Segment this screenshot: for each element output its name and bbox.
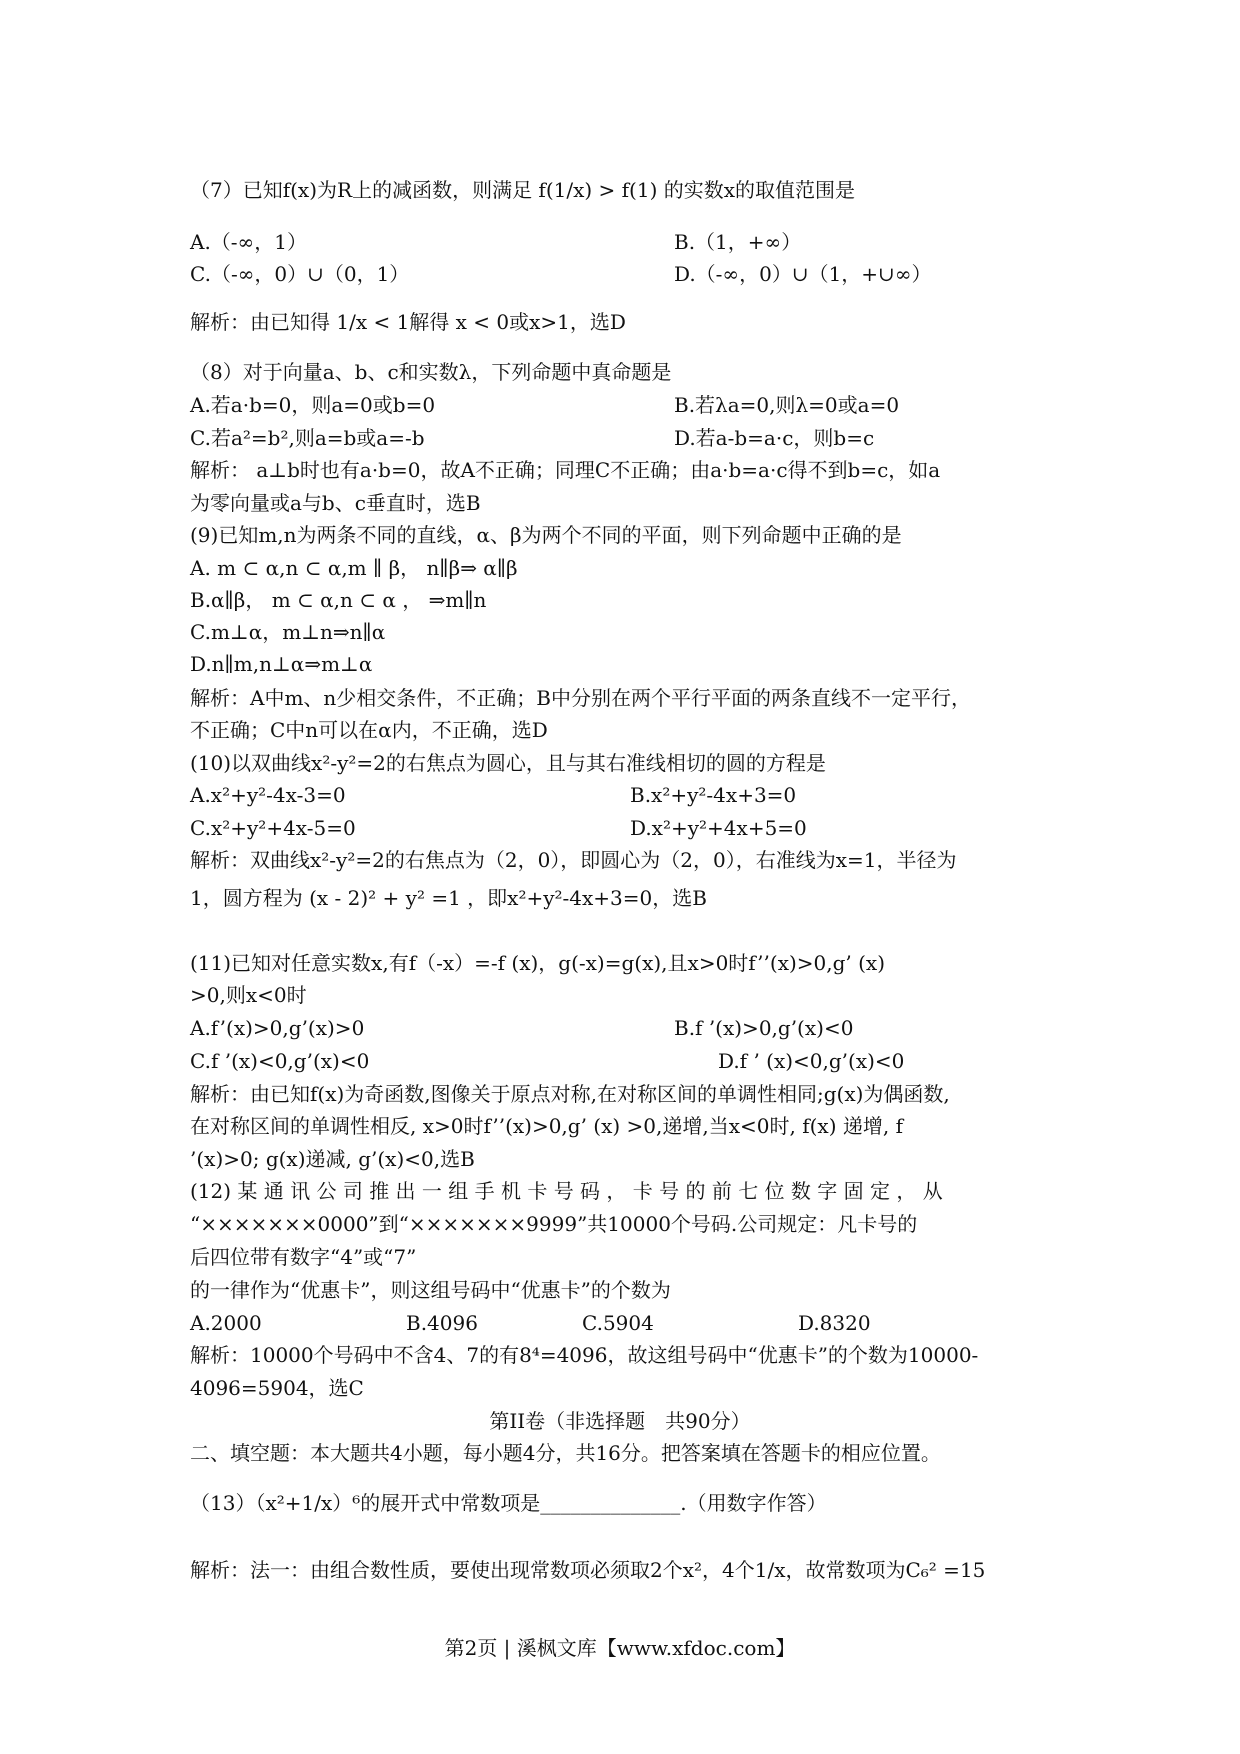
q11-analysis-line-2: 在对称区间的单调性相反, x>0时f’’(x)>0,g’ (x) >0,递增,当x<0时, f(x) 递增, f [190, 1114, 903, 1138]
q10-option-a: A.x²+y²-4x-3=0 [190, 783, 346, 807]
q9-option-c: C.m⊥α，m⊥n⇒n∥α [190, 620, 386, 644]
q7-analysis: 解析：由已知得 1/x < 1解得 x < 0或x>1，选D [190, 310, 626, 334]
q11-option-b: B.f ’(x)>0,g’(x)<0 [674, 1016, 854, 1040]
q8-option-a: A.若a·b=0，则a=0或b=0 [190, 393, 436, 417]
q12-analysis-line-2: 4096=5904，选C [190, 1376, 364, 1400]
q11-options-row-2 [190, 1048, 904, 1074]
q7-option-b: B.（1，+∞） [674, 230, 802, 254]
q8-options-row-2 [190, 425, 874, 451]
section-2-intro: 二、填空题：本大题共4小题，每小题4分，共16分。把答案填在答题卡的相应位置。 [190, 1441, 941, 1465]
q9-option-b: B.α∥β， m ⊂ α,n ⊂ α ， ⇒m∥n [190, 588, 487, 612]
q7-option-c: C.（-∞，0）∪（0，1） [190, 262, 410, 286]
q9-stem: (9)已知m,n为两条不同的直线，α、β为两个不同的平面，则下列命题中正确的是 [190, 523, 902, 547]
q12-options-row [190, 1310, 968, 1336]
q9-option-a: A. m ⊂ α,n ⊂ α,m ∥ β， n∥β⇒ α∥β [190, 556, 518, 580]
q8-option-d: D.若a-b=a·c，则b=c [674, 426, 875, 450]
q13-analysis: 解析：法一：由组合数性质，要使出现常数项必须取2个x²，4个1/x，故常数项为C₆² =15 [190, 1558, 986, 1582]
q7-options-row-2 [190, 261, 931, 287]
q11-stem-line-2: >0,则x<0时 [190, 983, 307, 1007]
q10-analysis-line-1: 解析：双曲线x²-y²=2的右焦点为（2，0），即圆心为（2，0），右准线为x=1，半径为 [190, 848, 957, 872]
q11-option-a: A.f’(x)>0,g’(x)>0 [190, 1016, 365, 1040]
q8-analysis-line-1: 解析： a⊥b时也有a·b=0，故A不正确；同理C不正确；由a·b=a·c得不到b=c，如a [190, 458, 941, 482]
q10-options-row-2 [190, 815, 807, 841]
q11-option-c: C.f ’(x)<0,g’(x)<0 [190, 1049, 370, 1073]
q10-options-row-1 [190, 782, 796, 808]
q7-option-a: A.（-∞，1） [190, 230, 307, 254]
q10-analysis-line-2: 1，圆方程为 (x - 2)² + y² =1 ，即x²+y²-4x+3=0，选B [190, 886, 707, 910]
q12-stem-line-2: “×××××××0000”到“×××××××9999”共10000个号码.公司规定：凡卡号的 [190, 1212, 918, 1236]
q7-stem: （7）已知f(x)为R上的减函数，则满足 f(1/x) > f(1) 的实数x的取值范围是 [190, 178, 856, 202]
q8-option-c: C.若a²=b²,则a=b或a=-b [190, 426, 425, 450]
q12-option-c: C.5904 [582, 1311, 654, 1335]
page-footer: 第2页 | 溪枫文库【www.xfdoc.com】 [444, 1636, 796, 1660]
q12-analysis-line-1: 解析：10000个号码中不含4、7的有8⁴=4096，故这组号码中“优惠卡”的个数为10000- [190, 1343, 979, 1367]
q11-analysis-line-3: ’(x)>0; g(x)递减, g’(x)<0,选B [190, 1147, 475, 1171]
q10-option-c: C.x²+y²+4x-5=0 [190, 816, 356, 840]
q12-stem-line-3: 后四位带有数字“4”或“7” [190, 1245, 417, 1269]
q7-option-d: D.（-∞，0）∪（1，+∪∞） [674, 262, 932, 286]
q8-analysis-line-2: 为零向量或a与b、c垂直时，选B [190, 491, 481, 515]
q12-stem-line-4: 的一律作为“优惠卡”，则这组号码中“优惠卡”的个数为 [190, 1278, 671, 1302]
q7-options-row-1 [190, 229, 801, 255]
q11-option-d: D.f ’ (x)<0,g’(x)<0 [718, 1049, 905, 1073]
section-2-title: 第II卷（非选择题 共90分） [489, 1409, 751, 1433]
q11-stem-line-1: (11)已知对任意实数x,有f（-x）=-f (x)，g(-x)=g(x),且x>0时f’’(x)>0,g’ (x) [190, 951, 886, 975]
q9-analysis-line-2: 不正确；C中n可以在α内，不正确，选D [190, 718, 548, 742]
q8-stem: （8）对于向量a、b、c和实数λ，下列命题中真命题是 [190, 360, 672, 384]
q9-analysis-line-1: 解析：A中m、n少相交条件，不正确；B中分别在两个平行平面的两条直线不一定平行， [190, 686, 971, 710]
q10-option-b: B.x²+y²-4x+3=0 [630, 783, 797, 807]
q12-option-d: D.8320 [798, 1311, 871, 1335]
q11-options-row-1 [190, 1015, 853, 1041]
q10-option-d: D.x²+y²+4x+5=0 [630, 816, 807, 840]
q13-stem: （13）（x²+1/x）⁶的展开式中常数项是______________.（用数字作答） [190, 1491, 827, 1515]
q9-option-d: D.n∥m,n⊥α⇒m⊥α [190, 652, 373, 676]
q10-stem: (10)以双曲线x²-y²=2的右焦点为圆心，且与其右准线相切的圆的方程是 [190, 751, 826, 775]
q8-options-row-1 [190, 392, 899, 418]
q11-analysis-line-1: 解析：由已知f(x)为奇函数,图像关于原点对称,在对称区间的单调性相同;g(x)为偶函数, [190, 1082, 950, 1106]
q8-option-b: B.若λa=0,则λ=0或a=0 [674, 393, 900, 417]
q12-stem-line-1: (12) 某 通 讯 公 司 推 出 一 组 手 机 卡 号 码 ， 卡 号 的 前 七 位 数 字 固 定 ， 从 [190, 1179, 943, 1203]
q12-option-a: A.2000 [190, 1311, 262, 1335]
q12-option-b: B.4096 [406, 1311, 478, 1335]
